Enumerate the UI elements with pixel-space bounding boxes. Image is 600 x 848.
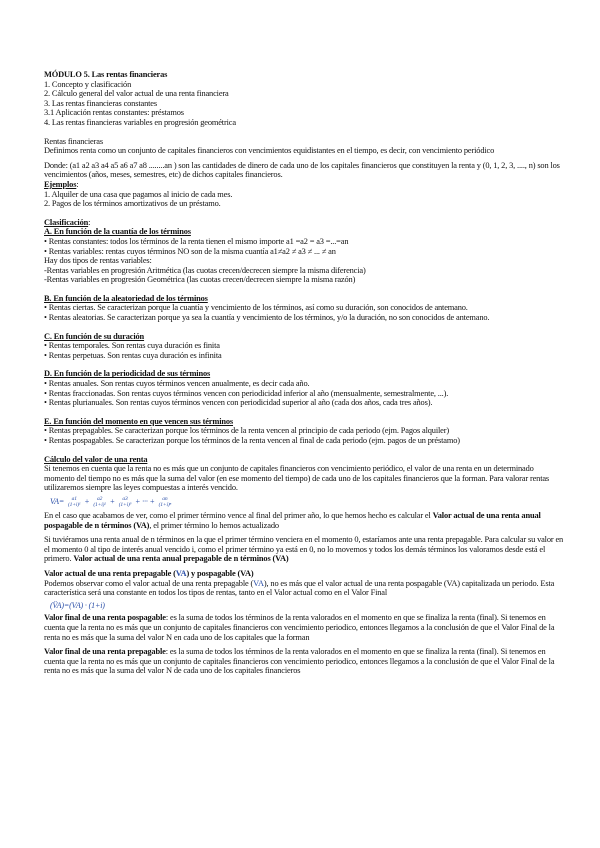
class-d-line: • Rentas plurianuales. Son rentas cuyos términos vencen con periodicidad superior al año (cada dos años, cada tres años). bbox=[44, 398, 433, 408]
class-a-line: • Rentas variables: rentas cuyos términos NO son de la misma cuantía a1≠a2 ≠ a3 ≠ ... ≠ an bbox=[44, 246, 336, 256]
formula-term: a3 (1+i)³ bbox=[118, 495, 132, 508]
calculo-paragraph: Si tenemos en cuenta que la renta no es más que un conjunto de capitales financieros con vencimiento periódico, el valor de una renta en un determinado momento del tiempo no es más que la suma del valor (en ese momento del tiempo) de cada uno de los capitales financieros que la forman. Para valorar rentas utilizaremos siempre las leyes compuestas a interés vencido. bbox=[44, 464, 550, 493]
class-b-line: • Rentas ciertas. Se caracterizan porque la cuantía y vencimiento de los términos, así como su duración, son conocidos de antemano. bbox=[44, 303, 468, 313]
class-b-heading: B. En función de la aleatoriedad de los términos bbox=[44, 293, 208, 303]
class-a-line: -Rentas variables en progresión Geométrica (las cuotas crecen/decrecen siempre la misma razón) bbox=[44, 275, 356, 285]
toc-item: 4. Las rentas financieras variables en progresión geométrica bbox=[44, 117, 236, 127]
va-formula: VA= a1 (1+i)¹ + a2 (1+i)² + a3 (1+i)³ + ··· + an (1+i)ⁿ bbox=[50, 495, 172, 508]
class-a-line: • Rentas constantes: todos los términos de la renta tienen el mismo importe a1 =a2 = a3 =...=an bbox=[44, 236, 349, 246]
classification-label: Clasificación bbox=[44, 217, 89, 227]
example-item: 1. Alquiler de una casa que pagamos al inicio de cada mes. bbox=[44, 189, 233, 199]
section-heading: Rentas financieras bbox=[44, 136, 103, 146]
toc-item: 2. Cálculo general del valor actual de una renta financiera bbox=[44, 89, 229, 99]
formula-lhs: VA= bbox=[50, 496, 65, 506]
calculo-heading: Cálculo del valor de una renta bbox=[44, 454, 148, 464]
class-c-line: • Rentas temporales. Son rentas cuya duración es finita bbox=[44, 341, 220, 351]
class-e-line: • Rentas prepagables. Se caracterizan porque los términos de la renta vencen al principio de cada periodo (ejm. Pagos alquiler) bbox=[44, 426, 450, 436]
class-a-heading: A. En función de la cuantía de los términos bbox=[44, 227, 191, 237]
formula-term: an (1+i)ⁿ bbox=[158, 495, 172, 508]
class-c-heading: C. En función de su duración bbox=[44, 331, 145, 341]
class-a-line: Hay dos tipos de rentas variables: bbox=[44, 256, 152, 266]
definition-text: Definimos renta como un conjunto de capitales financieros con vencimientos equidistantes en el tiempo, es decir, con vencimiento periódico bbox=[44, 146, 495, 156]
toc-item: 3. Las rentas financieras constantes bbox=[44, 98, 157, 108]
toc-item: 3.1 Aplicación rentas constantes: préstamos bbox=[44, 108, 184, 118]
class-c-line: • Rentas perpetuas. Son rentas cuya duración es infinita bbox=[44, 350, 222, 360]
valor-final-prepagable: Valor final de una renta prepagable: es la suma de todos los términos de la renta valorados en el momento en que se finaliza la renta (final). Si tenemos en cuenta que la renta no es más que un conjunto de capitales financieros con vencimiento periodico, entonces llegamos a la conclusión de que el Valor Final de la renta no es más que la suma del valor N de cada uno de los capitales financieros bbox=[44, 647, 555, 676]
calculo-paragraph-3: Si tuviéramos una renta anual de n términos en la que el primer término venciera en el momento 0, estaríamos ante una renta prepagable. Para calcular su valor en el momento 0 al tipo de interés anual vencido i, como el primer término ya está en 0, no lo movemos y todos los demás términos los valoramos desde está el primero. Valor actual de una renta anual prepagable de n términos (VA) bbox=[44, 535, 564, 564]
class-d-heading: D. En función de la periodicidad de sus términos bbox=[44, 369, 211, 379]
class-e-line: • Rentas pospagables. Se caracterizan porque los términos de la renta vencen al final de cada periodo (ejm. pagos de un préstamo) bbox=[44, 436, 460, 445]
class-e-heading: E. En función del momento en que vencen sus términos bbox=[44, 416, 234, 426]
prepagable-heading: Valor actual de una renta prepagable (VA) y pospagable (VA) bbox=[44, 568, 254, 578]
module-title: MÓDULO 5. Las rentas financieras bbox=[44, 70, 168, 79]
prepagable-formula: (V̈A)=(VA) · (1+i) bbox=[50, 600, 105, 610]
class-d-line: • Rentas fraccionadas. Son rentas cuyos términos vencen con periodicidad inferior al año (mensualmente, semestralmente, ...). bbox=[44, 388, 449, 398]
example-item: 2. Pagos de los términos amortizativos de un préstamo. bbox=[44, 199, 221, 209]
donde-paragraph: Donde: (a1 a2 a3 a4 a5 a6 a7 a8 ........an ) son las cantidades de dinero de cada uno de los capitales financieros que constituyen la renta y (0, 1, 2, 3, ...., n) son los vencimientos (años, meses, semestres, etc) de dichos capitales financieros. bbox=[44, 160, 560, 180]
formula-term: a1 (1+i)¹ bbox=[68, 495, 81, 508]
calculo-paragraph-2: En el caso que acabamos de ver, como el primer término vence al final del primer año, lo que hemos hecho es calcular el Valor actual de una renta anual pospagable de n términos (VA), el primer término lo hemos actualizado bbox=[44, 510, 541, 530]
class-b-line: • Rentas aleatorias. Se caracterizan porque ya sea la cuantía y vencimiento de los términos, y/o la duración, no son conocidos de antemano. bbox=[44, 313, 490, 323]
class-a-line: -Rentas variables en progresión Aritmética (las cuotas crecen/decrecen siempre la misma diferencia) bbox=[44, 265, 366, 275]
valor-final-pospagable: Valor final de una renta pospagable: es la suma de todos los términos de la renta valorados en el momento en que se finaliza la renta (final). Si tenemos en cuenta que la renta no es más que un conjunto de capitales financieros con vencimiento periodico, entonces llegamos a la conclusión de que el Valor Final de la renta no es más que la suma del valor N en cada uno de los capitales que la forman bbox=[44, 613, 555, 642]
document-page: MÓDULO 5. Las rentas financieras 1. Concepto y clasificación 2. Cálculo general del valor actual de una renta financiera 3. Las rentas financieras constantes 3.1 Aplicación rentas constantes: préstamos 4. Las rentas financieras variables en progresión geométrica Rentas financieras Definimos renta como un conjunto de capitales financieros con vencimientos equidistantes en el tiempo, es decir, con vencimiento periódico Donde: (a1 a2 a3 a4 a5 a6 a7 a8 ........an ) son las cantidades de dinero de cada uno de los capitales financieros que constituyen la renta y (0, 1, 2, 3, ...., n) son los vencimientos (años, meses, semestres, etc) de dichos capitales financieros. Ejemplos: 1. Alquiler de una casa que pagamos al inicio de cada mes. 2. Pagos de los términos amortizativos de un préstamo. Clasificación: A. En función de la cuantía de los términos • Rentas constantes: todos los términos de la renta tienen el mismo importe a1 =a2 = a3 =...=an • Rentas variables: rentas cuyos términos NO son de la misma cuantía a1≠a2 ≠ a3 ≠ ... ≠ an Hay dos tipos de rentas variables: -Rentas variables en progresión Aritmética (las cuotas crecen/decrecen siempre la misma diferencia) -Rentas variables en progresión Geométrica (las cuotas crecen/decrecen siempre la misma razón) B. En función de la aleatoriedad de los términos • Rentas ciertas. Se caracterizan porque la cuantía y vencimiento de los términos, así como su duración, son conocidos de antemano. • Rentas aleatorias. Se caracterizan porque ya sea la cuantía y vencimiento de los términos, y/o la duración, no son conocidos de antemano. C. En función de su duración • Rentas temporales. Son rentas cuya duración es finita • Rentas perpetuas. Son rentas cuya duración es infinita D. En función de la periodicidad de sus términos • Rentas anuales. Son rentas cuyos términos vencen anualmente, es decir cada año. • Rentas fraccionadas. Son rentas cuyos términos vencen con periodicidad inferior al año (mensualmente, semestralmente, ...). • Rentas plurianuales. Son rentas cuyos términos vencen con periodicidad superior al año (cada dos años, cada tres años). E. En función del momento en que vencen sus términos • Rentas prepagables. Se caracterizan porque los términos de la renta vencen al principio de cada periodo (ejm. Pagos alquiler) • Rentas pospagables. Se caracterizan porque los términos de la renta vencen al final de cada periodo (ejm. pagos de un préstamo) Cálculo del valor de una renta Si tenemos en cuenta que la renta no es más que un conjunto de capitales financieros con vencimiento periódico, el valor de una renta en un determinado momento del tiempo no es más que la suma del valor (en ese momento del tiempo) de cada uno de los capitales financieros que la forman. Para valorar rentas utilizaremos siempre las leyes compuestas a interés vencido. VA= a1 (1+i)¹ + a2 (1+i)² + a3 (1+i)³ + ··· + an (1+i)ⁿ En el caso que acabamos de ver, como el primer término vence al final del primer año, lo que hemos hecho es calcular el Valor actual de una renta anual pospagable de n términos (VA), el primer término lo hemos actualizado Si tuviéramos una renta anual de n términos en la que el primer término venciera en el momento 0, estaríamos ante una renta prepagable. Para calcular su valor en el momento 0 al tipo de interés anual vencido i, como el primer término ya está en 0, no lo movemos y todos los demás términos los valoramos desde está el primero. Valor actual de una renta anual prepagable de n términos (VA) Valor actual de una renta prepagable (VA) y pospagable (VA) Podemos observar como el valor actual de una renta prepagable (VA), no es más que el valor actual de una renta pospagable (VA) capitalizada un periodo. Esta característica será una constante en todos los tipos de rentas, tanto en el Valor actual como en el Valor Final (V̈A)=(VA) · (1+i) Valor final de una renta pospagable: es la suma de todos los términos de la renta valorados en el momento en que se finaliza la renta (final). Si tenemos en cuenta que la renta no es más que un conjunto de capitales financieros con vencimiento periodico, entonces llegamos a la conclusión de que el Valor Final de la renta no es más que la suma del valor N en cada uno de los capitales que la forman Valor final de una renta prepagable: es la suma de todos los términos de la renta valorados en el momento en que se finaliza la renta (final). Si tenemos en cuenta que la renta no es más que un conjunto de capitales financieros con vencimiento periodico, entonces llegamos a la conclusión de que el Valor Final de la renta no es más que la suma del valor N de cada uno de los capitales financieros bbox=[44, 70, 564, 676]
formula-term: a2 (1+i)² bbox=[93, 495, 106, 508]
toc-item: 1. Concepto y clasificación bbox=[44, 79, 132, 89]
examples-label: Ejemplos bbox=[44, 179, 77, 189]
prepagable-paragraph: Podemos observar como el valor actual de una renta prepagable (VA), no es más que el valor actual de una renta pospagable (VA) capitalizada un periodo. Esta característica será una constante en todos los tipos de rentas, tanto en el Valor actual como en el Valor Final bbox=[44, 578, 555, 598]
class-d-line: • Rentas anuales. Son rentas cuyos términos vencen anualmente, es decir cada año. bbox=[44, 379, 310, 389]
